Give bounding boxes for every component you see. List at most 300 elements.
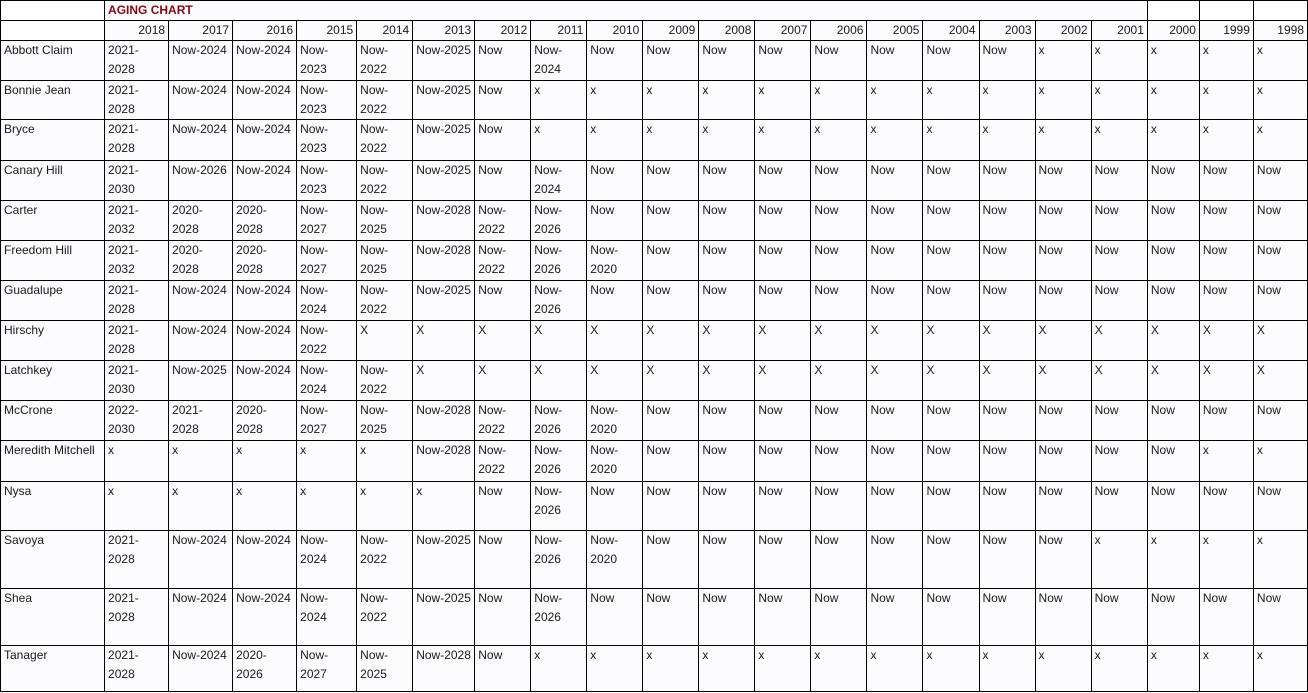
value-cell-2011[interactable]: X	[531, 321, 587, 361]
value-cell-2002[interactable]: Now	[1035, 441, 1091, 482]
value-cell-2007[interactable]: Now	[755, 161, 811, 201]
value-cell-2007[interactable]: Now	[755, 589, 811, 646]
value-cell-2009[interactable]: Now	[643, 441, 699, 482]
value-cell-2009[interactable]: Now	[643, 161, 699, 201]
value-cell-1999[interactable]: Now	[1199, 201, 1253, 241]
value-cell-2000[interactable]: Now	[1147, 441, 1199, 482]
value-cell-2002[interactable]: X	[1035, 361, 1091, 401]
row-name-cell[interactable]: Bryce	[1, 120, 105, 161]
value-cell-2002[interactable]: Now	[1035, 531, 1091, 589]
corner-cell[interactable]	[1, 1, 105, 21]
value-cell-2006[interactable]: Now	[811, 201, 867, 241]
value-cell-2011[interactable]: Now-2026	[531, 441, 587, 482]
value-cell-2013[interactable]: Now-2025	[413, 161, 475, 201]
value-cell-2005[interactable]: X	[867, 321, 923, 361]
value-cell-2007[interactable]: x	[755, 646, 811, 692]
value-cell-2015[interactable]: Now-2027	[297, 646, 357, 692]
value-cell-2016[interactable]: Now-2024	[233, 321, 297, 361]
value-cell-2009[interactable]: x	[643, 120, 699, 161]
value-cell-2011[interactable]: Now-2024	[531, 161, 587, 201]
value-cell-1999[interactable]: Now	[1199, 482, 1253, 531]
row-name-cell[interactable]: Shea	[1, 589, 105, 646]
value-cell-2015[interactable]: Now-2027	[297, 241, 357, 281]
value-cell-2004[interactable]: x	[923, 81, 979, 120]
value-cell-2012[interactable]: Now-2022	[475, 241, 531, 281]
value-cell-2009[interactable]: Now	[643, 531, 699, 589]
value-cell-2016[interactable]: Now-2024	[233, 41, 297, 81]
value-cell-2004[interactable]: Now	[923, 531, 979, 589]
value-cell-2006[interactable]: X	[811, 321, 867, 361]
value-cell-2018[interactable]: 2021-2032	[105, 241, 169, 281]
value-cell-2006[interactable]: x	[811, 81, 867, 120]
value-cell-2015[interactable]: Now-2023	[297, 161, 357, 201]
value-cell-2013[interactable]: Now-2025	[413, 120, 475, 161]
value-cell-1999[interactable]: x	[1199, 646, 1253, 692]
value-cell-2010[interactable]: x	[587, 120, 643, 161]
value-cell-2008[interactable]: Now	[699, 41, 755, 81]
value-cell-2012[interactable]: Now	[475, 646, 531, 692]
value-cell-2014[interactable]: Now-2025	[357, 401, 413, 441]
value-cell-2006[interactable]: Now	[811, 401, 867, 441]
value-cell-2011[interactable]: Now-2026	[531, 401, 587, 441]
row-name-cell[interactable]: Guadalupe	[1, 281, 105, 321]
row-name-cell[interactable]: Nysa	[1, 482, 105, 531]
value-cell-2014[interactable]: Now-2025	[357, 646, 413, 692]
value-cell-2010[interactable]: Now	[587, 201, 643, 241]
value-cell-2017[interactable]: x	[169, 482, 233, 531]
value-cell-2017[interactable]: 2020-2028	[169, 201, 233, 241]
value-cell-2003[interactable]: Now	[979, 441, 1035, 482]
value-cell-2014[interactable]: Now-2022	[357, 81, 413, 120]
value-cell-2006[interactable]: x	[811, 646, 867, 692]
value-cell-2016[interactable]: x	[233, 441, 297, 482]
value-cell-2006[interactable]: Now	[811, 281, 867, 321]
value-cell-2001[interactable]: Now	[1091, 589, 1147, 646]
value-cell-2001[interactable]: Now	[1091, 161, 1147, 201]
value-cell-2012[interactable]: Now	[475, 120, 531, 161]
year-header-2017[interactable]: 2017	[169, 21, 233, 41]
value-cell-2003[interactable]: Now	[979, 241, 1035, 281]
value-cell-2010[interactable]: Now	[587, 589, 643, 646]
value-cell-2002[interactable]: Now	[1035, 482, 1091, 531]
value-cell-2015[interactable]: Now-2023	[297, 120, 357, 161]
value-cell-1998[interactable]: x	[1253, 41, 1307, 81]
value-cell-2012[interactable]: X	[475, 321, 531, 361]
value-cell-1998[interactable]: X	[1253, 361, 1307, 401]
row-name-cell[interactable]: Hirschy	[1, 321, 105, 361]
value-cell-2012[interactable]: Now-2022	[475, 441, 531, 482]
value-cell-2017[interactable]: Now-2024	[169, 321, 233, 361]
value-cell-2018[interactable]: 2021-2030	[105, 161, 169, 201]
value-cell-2014[interactable]: x	[357, 441, 413, 482]
value-cell-2014[interactable]: Now-2022	[357, 281, 413, 321]
value-cell-2010[interactable]: Now-2020	[587, 401, 643, 441]
value-cell-2010[interactable]: Now	[587, 161, 643, 201]
value-cell-2011[interactable]: X	[531, 361, 587, 401]
value-cell-2016[interactable]: Now-2024	[233, 589, 297, 646]
value-cell-2018[interactable]: 2021-2028	[105, 120, 169, 161]
value-cell-2005[interactable]: Now	[867, 201, 923, 241]
value-cell-2009[interactable]: x	[643, 646, 699, 692]
value-cell-2018[interactable]: 2021-2028	[105, 41, 169, 81]
value-cell-2015[interactable]: Now-2023	[297, 41, 357, 81]
row-name-cell[interactable]: Savoya	[1, 531, 105, 589]
value-cell-2003[interactable]: x	[979, 81, 1035, 120]
value-cell-2011[interactable]: Now-2024	[531, 41, 587, 81]
value-cell-2002[interactable]: x	[1035, 120, 1091, 161]
value-cell-2013[interactable]: Now-2028	[413, 241, 475, 281]
value-cell-2016[interactable]: Now-2024	[233, 531, 297, 589]
value-cell-2017[interactable]: 2021-2028	[169, 401, 233, 441]
value-cell-2009[interactable]: X	[643, 321, 699, 361]
value-cell-2006[interactable]: Now	[811, 589, 867, 646]
value-cell-2016[interactable]: Now-2024	[233, 120, 297, 161]
value-cell-2017[interactable]: Now-2024	[169, 646, 233, 692]
value-cell-1998[interactable]: Now	[1253, 482, 1307, 531]
value-cell-2008[interactable]: Now	[699, 281, 755, 321]
value-cell-2000[interactable]: Now	[1147, 201, 1199, 241]
value-cell-2018[interactable]: x	[105, 441, 169, 482]
value-cell-2003[interactable]: Now	[979, 201, 1035, 241]
value-cell-2003[interactable]: Now	[979, 281, 1035, 321]
value-cell-2004[interactable]: Now	[923, 401, 979, 441]
value-cell-2005[interactable]: Now	[867, 531, 923, 589]
value-cell-2013[interactable]: X	[413, 321, 475, 361]
value-cell-2000[interactable]: X	[1147, 321, 1199, 361]
value-cell-2012[interactable]: Now	[475, 41, 531, 81]
value-cell-1999[interactable]: Now	[1199, 401, 1253, 441]
value-cell-2007[interactable]: x	[755, 120, 811, 161]
value-cell-2016[interactable]: Now-2024	[233, 281, 297, 321]
empty-cell[interactable]	[1, 21, 105, 41]
value-cell-2004[interactable]: Now	[923, 441, 979, 482]
year-header-2009[interactable]: 2009	[643, 21, 699, 41]
year-header-2010[interactable]: 2010	[587, 21, 643, 41]
value-cell-1998[interactable]: X	[1253, 321, 1307, 361]
value-cell-2018[interactable]: 2021-2028	[105, 531, 169, 589]
value-cell-2001[interactable]: Now	[1091, 201, 1147, 241]
value-cell-2009[interactable]: Now	[643, 201, 699, 241]
value-cell-2009[interactable]: X	[643, 361, 699, 401]
value-cell-2016[interactable]: x	[233, 482, 297, 531]
row-name-cell[interactable]: Canary Hill	[1, 161, 105, 201]
value-cell-2009[interactable]: Now	[643, 241, 699, 281]
value-cell-2001[interactable]: Now	[1091, 441, 1147, 482]
value-cell-2005[interactable]: Now	[867, 589, 923, 646]
value-cell-2004[interactable]: Now	[923, 161, 979, 201]
value-cell-1998[interactable]: Now	[1253, 281, 1307, 321]
value-cell-2010[interactable]: X	[587, 361, 643, 401]
value-cell-2012[interactable]: Now	[475, 281, 531, 321]
year-header-2000[interactable]: 2000	[1147, 21, 1199, 41]
year-header-2015[interactable]: 2015	[297, 21, 357, 41]
value-cell-2000[interactable]: Now	[1147, 161, 1199, 201]
value-cell-2014[interactable]: Now-2022	[357, 361, 413, 401]
year-header-2014[interactable]: 2014	[357, 21, 413, 41]
value-cell-2018[interactable]: 2021-2028	[105, 646, 169, 692]
year-header-2001[interactable]: 2001	[1091, 21, 1147, 41]
row-name-cell[interactable]: Tanager	[1, 646, 105, 692]
year-header-2006[interactable]: 2006	[811, 21, 867, 41]
value-cell-2011[interactable]: Now-2026	[531, 531, 587, 589]
value-cell-2013[interactable]: Now-2025	[413, 531, 475, 589]
value-cell-2007[interactable]: Now	[755, 41, 811, 81]
value-cell-2007[interactable]: Now	[755, 441, 811, 482]
value-cell-1998[interactable]: x	[1253, 120, 1307, 161]
value-cell-2012[interactable]: Now	[475, 531, 531, 589]
value-cell-1998[interactable]: x	[1253, 646, 1307, 692]
year-header-2008[interactable]: 2008	[699, 21, 755, 41]
value-cell-2002[interactable]: Now	[1035, 589, 1091, 646]
value-cell-2008[interactable]: X	[699, 361, 755, 401]
value-cell-2000[interactable]: x	[1147, 531, 1199, 589]
value-cell-2011[interactable]: Now-2026	[531, 241, 587, 281]
value-cell-2017[interactable]: x	[169, 441, 233, 482]
value-cell-2003[interactable]: X	[979, 321, 1035, 361]
year-header-2013[interactable]: 2013	[413, 21, 475, 41]
value-cell-2014[interactable]: Now-2022	[357, 161, 413, 201]
value-cell-2012[interactable]: Now-2022	[475, 401, 531, 441]
value-cell-2010[interactable]: x	[587, 646, 643, 692]
value-cell-2005[interactable]: Now	[867, 441, 923, 482]
value-cell-2005[interactable]: Now	[867, 241, 923, 281]
value-cell-2015[interactable]: Now-2027	[297, 201, 357, 241]
value-cell-2013[interactable]: Now-2028	[413, 646, 475, 692]
value-cell-2003[interactable]: x	[979, 120, 1035, 161]
value-cell-2015[interactable]: Now-2024	[297, 589, 357, 646]
value-cell-2008[interactable]: Now	[699, 401, 755, 441]
year-header-2011[interactable]: 2011	[531, 21, 587, 41]
value-cell-2004[interactable]: Now	[923, 281, 979, 321]
value-cell-2018[interactable]: 2022-2030	[105, 401, 169, 441]
value-cell-1999[interactable]: Now	[1199, 589, 1253, 646]
value-cell-2004[interactable]: x	[923, 646, 979, 692]
value-cell-2005[interactable]: Now	[867, 401, 923, 441]
value-cell-2013[interactable]: Now-2028	[413, 441, 475, 482]
value-cell-2016[interactable]: 2020-2026	[233, 646, 297, 692]
value-cell-2018[interactable]: 2021-2030	[105, 361, 169, 401]
year-header-2016[interactable]: 2016	[233, 21, 297, 41]
value-cell-2003[interactable]: Now	[979, 589, 1035, 646]
value-cell-2018[interactable]: 2021-2028	[105, 281, 169, 321]
value-cell-2013[interactable]: x	[413, 482, 475, 531]
value-cell-2007[interactable]: Now	[755, 281, 811, 321]
value-cell-2008[interactable]: x	[699, 120, 755, 161]
value-cell-2002[interactable]: x	[1035, 646, 1091, 692]
value-cell-1999[interactable]: x	[1199, 120, 1253, 161]
value-cell-2010[interactable]: x	[587, 81, 643, 120]
value-cell-2008[interactable]: Now	[699, 161, 755, 201]
row-name-cell[interactable]: Freedom Hill	[1, 241, 105, 281]
row-name-cell[interactable]: Bonnie Jean	[1, 81, 105, 120]
value-cell-2017[interactable]: Now-2025	[169, 361, 233, 401]
value-cell-2003[interactable]: Now	[979, 531, 1035, 589]
value-cell-2017[interactable]: Now-2024	[169, 120, 233, 161]
year-header-2005[interactable]: 2005	[867, 21, 923, 41]
value-cell-2000[interactable]: x	[1147, 41, 1199, 81]
value-cell-2000[interactable]: Now	[1147, 401, 1199, 441]
value-cell-2006[interactable]: Now	[811, 241, 867, 281]
value-cell-2002[interactable]: Now	[1035, 201, 1091, 241]
value-cell-2015[interactable]: x	[297, 482, 357, 531]
value-cell-2018[interactable]: 2021-2028	[105, 589, 169, 646]
value-cell-2015[interactable]: Now-2027	[297, 401, 357, 441]
value-cell-2011[interactable]: Now-2026	[531, 281, 587, 321]
value-cell-2005[interactable]: Now	[867, 281, 923, 321]
value-cell-2011[interactable]: x	[531, 120, 587, 161]
value-cell-2014[interactable]: Now-2025	[357, 201, 413, 241]
value-cell-2010[interactable]: Now-2020	[587, 441, 643, 482]
value-cell-2008[interactable]: x	[699, 646, 755, 692]
value-cell-2016[interactable]: Now-2024	[233, 361, 297, 401]
year-header-1998[interactable]: 1998	[1253, 21, 1307, 41]
value-cell-2000[interactable]: x	[1147, 646, 1199, 692]
value-cell-1999[interactable]: x	[1199, 81, 1253, 120]
value-cell-2017[interactable]: Now-2024	[169, 589, 233, 646]
value-cell-2007[interactable]: Now	[755, 241, 811, 281]
value-cell-2012[interactable]: Now	[475, 482, 531, 531]
value-cell-2006[interactable]: X	[811, 361, 867, 401]
value-cell-2012[interactable]: Now-2022	[475, 201, 531, 241]
value-cell-2017[interactable]: Now-2024	[169, 41, 233, 81]
value-cell-2013[interactable]: Now-2028	[413, 401, 475, 441]
value-cell-2014[interactable]: Now-2025	[357, 241, 413, 281]
value-cell-1999[interactable]: X	[1199, 361, 1253, 401]
value-cell-1999[interactable]: x	[1199, 531, 1253, 589]
value-cell-2002[interactable]: x	[1035, 41, 1091, 81]
value-cell-2013[interactable]: Now-2025	[413, 281, 475, 321]
value-cell-2000[interactable]: Now	[1147, 482, 1199, 531]
value-cell-2001[interactable]: X	[1091, 321, 1147, 361]
row-name-cell[interactable]: McCrone	[1, 401, 105, 441]
value-cell-2004[interactable]: Now	[923, 482, 979, 531]
value-cell-2016[interactable]: 2020-2028	[233, 241, 297, 281]
value-cell-2007[interactable]: Now	[755, 401, 811, 441]
value-cell-2006[interactable]: Now	[811, 482, 867, 531]
value-cell-2004[interactable]: Now	[923, 201, 979, 241]
value-cell-2000[interactable]: Now	[1147, 589, 1199, 646]
value-cell-2008[interactable]: Now	[699, 241, 755, 281]
year-header-2012[interactable]: 2012	[475, 21, 531, 41]
value-cell-2001[interactable]: x	[1091, 120, 1147, 161]
value-cell-2013[interactable]: Now-2025	[413, 41, 475, 81]
value-cell-2009[interactable]: Now	[643, 401, 699, 441]
value-cell-2011[interactable]: Now-2026	[531, 589, 587, 646]
value-cell-1998[interactable]: Now	[1253, 161, 1307, 201]
value-cell-2003[interactable]: Now	[979, 41, 1035, 81]
value-cell-2003[interactable]: Now	[979, 161, 1035, 201]
value-cell-2007[interactable]: Now	[755, 482, 811, 531]
value-cell-2001[interactable]: x	[1091, 41, 1147, 81]
value-cell-2014[interactable]: X	[357, 321, 413, 361]
value-cell-2014[interactable]: Now-2022	[357, 589, 413, 646]
value-cell-2017[interactable]: Now-2026	[169, 161, 233, 201]
value-cell-2018[interactable]: 2021-2028	[105, 321, 169, 361]
sheet-title[interactable]: AGING CHART	[105, 1, 1148, 21]
value-cell-2005[interactable]: x	[867, 646, 923, 692]
value-cell-2006[interactable]: Now	[811, 161, 867, 201]
value-cell-2009[interactable]: x	[643, 81, 699, 120]
value-cell-2004[interactable]: X	[923, 321, 979, 361]
value-cell-2006[interactable]: Now	[811, 531, 867, 589]
value-cell-2008[interactable]: Now	[699, 531, 755, 589]
value-cell-2009[interactable]: Now	[643, 482, 699, 531]
value-cell-2000[interactable]: x	[1147, 120, 1199, 161]
year-header-1999[interactable]: 1999	[1199, 21, 1253, 41]
value-cell-2001[interactable]: Now	[1091, 401, 1147, 441]
value-cell-2018[interactable]: 2021-2028	[105, 81, 169, 120]
value-cell-2009[interactable]: Now	[643, 281, 699, 321]
value-cell-2012[interactable]: Now	[475, 81, 531, 120]
year-header-2003[interactable]: 2003	[979, 21, 1035, 41]
value-cell-2008[interactable]: Now	[699, 482, 755, 531]
value-cell-2007[interactable]: X	[755, 361, 811, 401]
value-cell-2017[interactable]: Now-2024	[169, 531, 233, 589]
empty-cell[interactable]	[1199, 1, 1253, 21]
value-cell-2010[interactable]: X	[587, 321, 643, 361]
value-cell-1999[interactable]: X	[1199, 321, 1253, 361]
value-cell-2001[interactable]: Now	[1091, 482, 1147, 531]
value-cell-2009[interactable]: Now	[643, 589, 699, 646]
value-cell-2000[interactable]: X	[1147, 361, 1199, 401]
value-cell-2006[interactable]: x	[811, 120, 867, 161]
value-cell-2013[interactable]: Now-2025	[413, 81, 475, 120]
value-cell-2013[interactable]: X	[413, 361, 475, 401]
empty-cell[interactable]	[1253, 1, 1307, 21]
value-cell-2005[interactable]: x	[867, 81, 923, 120]
value-cell-1998[interactable]: Now	[1253, 589, 1307, 646]
value-cell-1998[interactable]: x	[1253, 81, 1307, 120]
value-cell-2005[interactable]: x	[867, 120, 923, 161]
value-cell-2014[interactable]: Now-2022	[357, 120, 413, 161]
value-cell-2002[interactable]: Now	[1035, 401, 1091, 441]
row-name-cell[interactable]: Carter	[1, 201, 105, 241]
value-cell-2005[interactable]: Now	[867, 161, 923, 201]
value-cell-2004[interactable]: Now	[923, 41, 979, 81]
value-cell-2002[interactable]: Now	[1035, 281, 1091, 321]
value-cell-1999[interactable]: Now	[1199, 161, 1253, 201]
value-cell-2016[interactable]: Now-2024	[233, 161, 297, 201]
value-cell-2014[interactable]: x	[357, 482, 413, 531]
value-cell-2007[interactable]: X	[755, 321, 811, 361]
value-cell-2007[interactable]: Now	[755, 531, 811, 589]
value-cell-2006[interactable]: Now	[811, 41, 867, 81]
value-cell-2002[interactable]: x	[1035, 81, 1091, 120]
value-cell-2015[interactable]: Now-2024	[297, 531, 357, 589]
value-cell-2018[interactable]: 2021-2032	[105, 201, 169, 241]
value-cell-2004[interactable]: x	[923, 120, 979, 161]
value-cell-2011[interactable]: x	[531, 646, 587, 692]
value-cell-2010[interactable]: Now	[587, 41, 643, 81]
value-cell-2005[interactable]: X	[867, 361, 923, 401]
value-cell-2011[interactable]: Now-2026	[531, 201, 587, 241]
value-cell-2001[interactable]: X	[1091, 361, 1147, 401]
value-cell-2018[interactable]: x	[105, 482, 169, 531]
value-cell-1998[interactable]: x	[1253, 441, 1307, 482]
value-cell-2001[interactable]: Now	[1091, 241, 1147, 281]
value-cell-2013[interactable]: Now-2028	[413, 201, 475, 241]
value-cell-2011[interactable]: x	[531, 81, 587, 120]
year-header-2018[interactable]: 2018	[105, 21, 169, 41]
value-cell-2015[interactable]: Now-2024	[297, 281, 357, 321]
year-header-2007[interactable]: 2007	[755, 21, 811, 41]
value-cell-2001[interactable]: Now	[1091, 281, 1147, 321]
value-cell-2017[interactable]: 2020-2028	[169, 241, 233, 281]
value-cell-2010[interactable]: Now-2020	[587, 241, 643, 281]
value-cell-2002[interactable]: Now	[1035, 161, 1091, 201]
value-cell-2004[interactable]: Now	[923, 241, 979, 281]
value-cell-2015[interactable]: Now-2022	[297, 321, 357, 361]
